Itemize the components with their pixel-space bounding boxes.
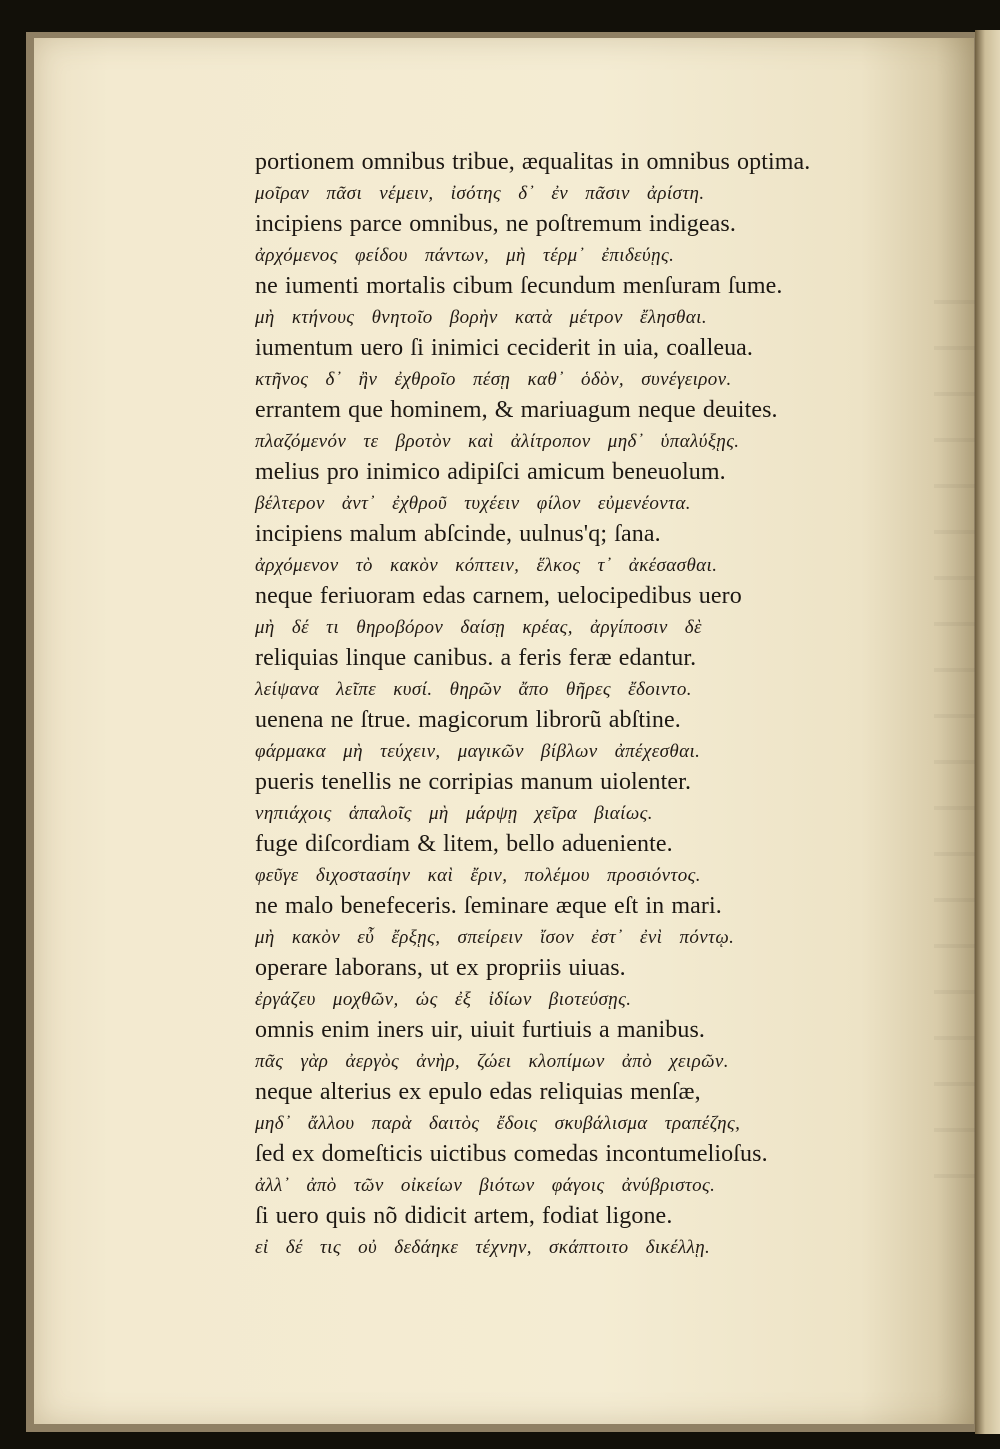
greek-line: μὴ δέ τι θηροβόρον δαίσῃ κρέας, ἀργίποσιν δὲ [255, 617, 702, 638]
latin-line: ſi uero quis nõ didicit artem, fodiat ligone. [255, 1203, 673, 1229]
greek-line: λείψανα λεῖπε κυσί. θηρῶν ἄπο θῆρες ἔδοιντο. [255, 679, 692, 700]
greek-line: μοῖραν πᾶσι νέμειν, ἰσότης δ᾽ ἐν πᾶσιν ἀρίστη. [255, 183, 705, 204]
greek-line: εἰ δέ τις οὐ δεδάηκε τέχνην, σκάπτοιτο δικέλλῃ. [255, 1237, 711, 1258]
latin-line: incipiens parce omnibus, ne poſtremum indigeas. [255, 211, 736, 237]
latin-line: errantem que hominem, & mariuagum neque deuites. [255, 397, 778, 423]
latin-line: ne malo benefeceris. ſeminare æque eſt in mari. [255, 893, 722, 919]
latin-line: neque feriuoram edas carnem, uelocipedibus uero [255, 583, 742, 609]
greek-line: ἐργάζευ μοχθῶν, ὡς ἐξ ἰδίων βιοτεύσῃς. [255, 989, 632, 1010]
greek-line: πλαζόμενόν τε βροτὸν καὶ ἀλίτροπον μηδ᾽ ὑπαλύξῃς. [255, 431, 740, 452]
greek-line: φεῦγε διχοστασίην καὶ ἔριν, πολέμου προσιόντος. [255, 865, 701, 886]
greek-line: βέλτερον ἀντ᾽ ἐχθροῦ τυχέειν φίλον εὐμενέοντα. [255, 493, 691, 514]
text-block [255, 145, 900, 1261]
latin-line: omnis enim iners uir, uiuit furtiuis a manibus. [255, 1017, 706, 1043]
greek-line: ἀρχόμενον τὸ κακὸν κόπτειν, ἕλκος τ᾽ ἀκέσασθαι. [255, 555, 718, 576]
greek-line: ἀρχόμενος φείδου πάντων, μὴ τέρμ᾽ ἐπιδεύῃς. [255, 245, 675, 266]
greek-line: πᾶς γὰρ ἀεργὸς ἀνὴρ, ζώει κλοπίμων ἀπὸ χειρῶν. [255, 1051, 729, 1072]
latin-line: neque alterius ex epulo edas reliquias menſæ, [255, 1079, 701, 1105]
latin-line: ne iumenti mortalis cibum ſecundum menſuram ſume. [255, 273, 783, 299]
latin-line: incipiens malum abſcinde, uulnus'q; ſana. [255, 521, 661, 547]
greek-line: κτῆνος δ᾽ ἢν ἐχθροῖο πέσῃ καθ᾽ ὁδὸν, συνέγειρον. [255, 369, 732, 390]
greek-line: μηδ᾽ ἄλλου παρὰ δαιτὸς ἔδοις σκυβάλισμα τραπέζης, [255, 1113, 741, 1134]
greek-line: μὴ κακὸν εὖ ἔρξῃς, σπείρειν ἴσον ἐστ᾽ ἐνὶ πόντῳ. [255, 927, 735, 948]
latin-line: iumentum uero ſi inimici ceciderit in uia, coalleua. [255, 335, 754, 361]
greek-line: φάρμακα μὴ τεύχειν, μαγικῶν βίβλων ἀπέχεσθαι. [255, 741, 701, 762]
latin-line: uenena ne ſtrue. magicorum librorũ abſtine. [255, 707, 681, 733]
latin-line: melius pro inimico adipiſci amicum beneuolum. [255, 459, 726, 485]
latin-line: pueris tenellis ne corripias manum uiolenter. [255, 769, 692, 795]
facing-page-edge [975, 30, 1000, 1434]
greek-line: ἀλλ᾽ ἀπὸ τῶν οἰκείων βιότων φάγοις ἀνύβριστος. [255, 1175, 716, 1196]
latin-line: ſed ex domeſticis uictibus comedas incontumelioſus. [255, 1141, 768, 1167]
greek-line: μὴ κτήνους θνητοῖο βορὴν κατὰ μέτρον ἔλησθαι. [255, 307, 707, 328]
latin-line: operare laborans, ut ex propriis uiuas. [255, 955, 626, 981]
latin-line: fuge diſcordiam & litem, bello adueniente. [255, 831, 673, 857]
latin-line: portionem omnibus tribue, æqualitas in omnibus optima. [255, 149, 811, 175]
latin-line: reliquias linque canibus. a feris feræ edantur. [255, 645, 697, 671]
greek-line: νηπιάχοις ἁπαλοῖς μὴ μάρψῃ χεῖρα βιαίως. [255, 803, 653, 824]
